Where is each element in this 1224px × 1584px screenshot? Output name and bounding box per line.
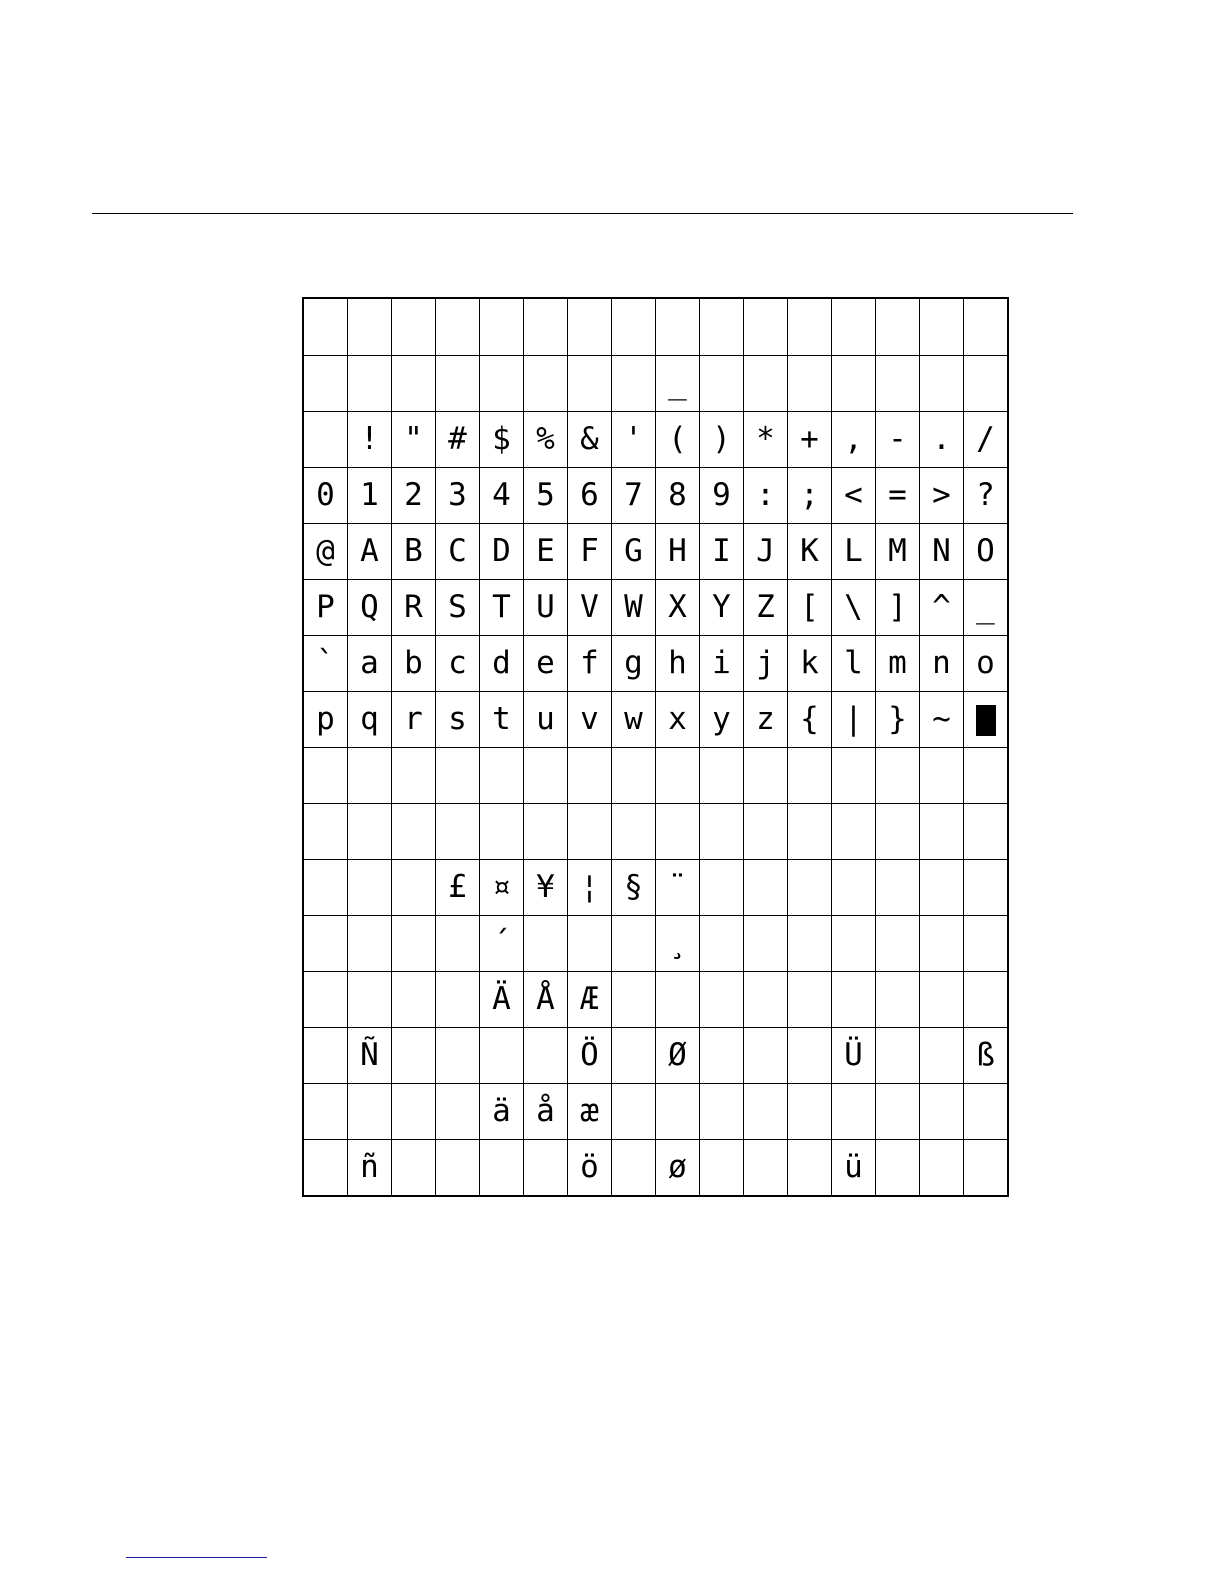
char-cell <box>612 804 656 860</box>
char-cell <box>480 1028 524 1084</box>
char-cell <box>348 972 392 1028</box>
char-cell <box>788 1140 832 1197</box>
char-cell <box>303 412 348 468</box>
char-cell: " <box>392 412 436 468</box>
char-cell <box>920 860 964 916</box>
char-cell <box>832 972 876 1028</box>
char-cell <box>788 804 832 860</box>
char-cell: X <box>656 580 700 636</box>
char-cell: w <box>612 692 656 748</box>
char-cell: [ <box>788 580 832 636</box>
char-cell <box>348 916 392 972</box>
char-cell: R <box>392 580 436 636</box>
char-cell: Z <box>744 580 788 636</box>
char-cell: U <box>524 580 568 636</box>
char-cell <box>788 916 832 972</box>
char-cell <box>303 916 348 972</box>
char-cell <box>876 356 920 412</box>
char-cell <box>303 1028 348 1084</box>
char-cell: f <box>568 636 612 692</box>
char-cell: } <box>876 692 920 748</box>
char-cell: d <box>480 636 524 692</box>
char-cell: ¨ <box>656 860 700 916</box>
char-cell <box>392 860 436 916</box>
char-cell <box>920 1028 964 1084</box>
char-cell <box>656 748 700 804</box>
char-cell <box>480 804 524 860</box>
char-cell: m <box>876 636 920 692</box>
char-cell: ~ <box>920 692 964 748</box>
char-cell: W <box>612 580 656 636</box>
char-cell: 9 <box>700 468 744 524</box>
char-cell <box>700 1140 744 1197</box>
char-cell: ` <box>303 636 348 692</box>
char-cell: ä <box>480 1084 524 1140</box>
char-cell <box>964 1084 1009 1140</box>
char-cell: Å <box>524 972 568 1028</box>
char-cell <box>744 298 788 356</box>
char-cell: C <box>436 524 480 580</box>
char-cell: å <box>524 1084 568 1140</box>
char-cell: Æ <box>568 972 612 1028</box>
char-cell <box>656 298 700 356</box>
char-cell <box>524 1028 568 1084</box>
char-cell: ¥ <box>524 860 568 916</box>
char-cell <box>480 1140 524 1197</box>
char-cell: a <box>348 636 392 692</box>
char-cell: z <box>744 692 788 748</box>
char-cell <box>920 804 964 860</box>
char-cell <box>700 972 744 1028</box>
table-row <box>303 580 1008 636</box>
char-cell: : <box>744 468 788 524</box>
character-set-table <box>302 297 1009 1197</box>
char-cell: / <box>964 412 1009 468</box>
char-cell: ´ <box>480 916 524 972</box>
char-cell <box>876 860 920 916</box>
char-cell: e <box>524 636 568 692</box>
char-cell: 3 <box>436 468 480 524</box>
char-cell <box>392 916 436 972</box>
char-cell <box>303 1084 348 1140</box>
char-cell: # <box>436 412 480 468</box>
char-cell <box>436 356 480 412</box>
table-row <box>303 412 1008 468</box>
char-cell <box>436 804 480 860</box>
char-cell <box>612 1140 656 1197</box>
char-cell <box>348 860 392 916</box>
char-cell <box>568 298 612 356</box>
char-cell <box>788 748 832 804</box>
char-cell <box>700 916 744 972</box>
char-cell <box>392 298 436 356</box>
char-cell <box>920 298 964 356</box>
char-cell: + <box>788 412 832 468</box>
char-cell: > <box>920 468 964 524</box>
char-cell: S <box>436 580 480 636</box>
char-cell: b <box>392 636 436 692</box>
char-cell <box>303 860 348 916</box>
char-cell <box>656 1084 700 1140</box>
char-cell <box>920 1140 964 1197</box>
char-cell <box>612 916 656 972</box>
char-cell: ñ <box>348 1140 392 1197</box>
char-cell: A <box>348 524 392 580</box>
char-cell: P <box>303 580 348 636</box>
char-cell: F <box>568 524 612 580</box>
char-cell <box>744 1084 788 1140</box>
char-cell: 7 <box>612 468 656 524</box>
char-cell <box>524 748 568 804</box>
char-cell: ¸ <box>656 916 700 972</box>
char-cell <box>788 972 832 1028</box>
char-cell: M <box>876 524 920 580</box>
char-cell <box>392 1140 436 1197</box>
char-cell <box>568 916 612 972</box>
char-cell <box>744 860 788 916</box>
char-cell: H <box>656 524 700 580</box>
char-cell <box>348 804 392 860</box>
char-cell <box>436 1028 480 1084</box>
char-cell <box>788 1028 832 1084</box>
char-cell <box>832 748 876 804</box>
char-cell <box>303 298 348 356</box>
char-cell: I <box>700 524 744 580</box>
char-cell <box>964 748 1009 804</box>
char-cell: ß <box>964 1028 1009 1084</box>
char-cell: l <box>832 636 876 692</box>
char-cell: Ö <box>568 1028 612 1084</box>
char-cell: ¦ <box>568 860 612 916</box>
char-cell: & <box>568 412 612 468</box>
table-row <box>303 1140 1008 1197</box>
char-cell <box>700 298 744 356</box>
table-row <box>303 916 1008 972</box>
char-cell <box>964 972 1009 1028</box>
char-cell: ] <box>876 580 920 636</box>
char-cell <box>348 356 392 412</box>
char-cell <box>436 972 480 1028</box>
char-cell <box>612 298 656 356</box>
table-row <box>303 1028 1008 1084</box>
char-cell: % <box>524 412 568 468</box>
char-cell: D <box>480 524 524 580</box>
char-cell <box>876 1140 920 1197</box>
char-cell: V <box>568 580 612 636</box>
char-cell <box>700 1084 744 1140</box>
char-cell: £ <box>436 860 480 916</box>
char-cell: = <box>876 468 920 524</box>
char-cell <box>656 972 700 1028</box>
char-cell: y <box>700 692 744 748</box>
table-row <box>303 692 1008 748</box>
char-cell <box>436 748 480 804</box>
char-cell: k <box>788 636 832 692</box>
char-cell: u <box>524 692 568 748</box>
char-cell <box>436 1140 480 1197</box>
char-cell <box>964 804 1009 860</box>
char-cell <box>964 916 1009 972</box>
char-cell: Ü <box>832 1028 876 1084</box>
char-cell <box>876 748 920 804</box>
char-cell <box>788 356 832 412</box>
table-row <box>303 356 1008 412</box>
char-cell: G <box>612 524 656 580</box>
char-cell <box>744 804 788 860</box>
char-cell: K <box>788 524 832 580</box>
char-cell: , <box>832 412 876 468</box>
table-row <box>303 1084 1008 1140</box>
char-cell <box>436 298 480 356</box>
char-cell: x <box>656 692 700 748</box>
char-cell: ) <box>700 412 744 468</box>
char-cell: 0 <box>303 468 348 524</box>
char-cell <box>876 972 920 1028</box>
char-cell <box>568 804 612 860</box>
char-cell <box>348 298 392 356</box>
char-cell <box>612 972 656 1028</box>
char-cell: E <box>524 524 568 580</box>
solid-block-glyph <box>976 705 996 736</box>
char-cell <box>700 860 744 916</box>
char-cell: n <box>920 636 964 692</box>
char-cell <box>524 356 568 412</box>
char-cell <box>524 298 568 356</box>
char-cell <box>303 356 348 412</box>
char-cell: O <box>964 524 1009 580</box>
char-cell <box>348 748 392 804</box>
char-cell <box>612 1084 656 1140</box>
char-cell: v <box>568 692 612 748</box>
char-cell <box>876 804 920 860</box>
char-cell <box>964 1140 1009 1197</box>
table-row <box>303 748 1008 804</box>
char-cell: r <box>392 692 436 748</box>
char-cell <box>964 298 1009 356</box>
char-cell: ^ <box>920 580 964 636</box>
char-cell: Ä <box>480 972 524 1028</box>
char-cell: B <box>392 524 436 580</box>
char-cell: @ <box>303 524 348 580</box>
char-cell <box>303 972 348 1028</box>
char-cell <box>480 748 524 804</box>
char-cell: Ø <box>656 1028 700 1084</box>
char-cell: T <box>480 580 524 636</box>
char-cell <box>656 804 700 860</box>
header-rule <box>92 213 1073 214</box>
char-cell <box>788 860 832 916</box>
char-cell: 2 <box>392 468 436 524</box>
table-row <box>303 972 1008 1028</box>
char-cell <box>920 916 964 972</box>
char-cell: < <box>832 468 876 524</box>
char-cell <box>744 356 788 412</box>
char-cell: . <box>920 412 964 468</box>
char-cell <box>876 916 920 972</box>
char-cell: 8 <box>656 468 700 524</box>
char-cell: ø <box>656 1140 700 1197</box>
char-cell <box>876 1028 920 1084</box>
char-cell: § <box>612 860 656 916</box>
char-cell <box>700 804 744 860</box>
table-row <box>303 804 1008 860</box>
char-cell <box>392 1028 436 1084</box>
char-cell <box>744 1028 788 1084</box>
char-cell: 5 <box>524 468 568 524</box>
char-cell: ¤ <box>480 860 524 916</box>
table-row <box>303 636 1008 692</box>
char-cell <box>436 1084 480 1140</box>
char-cell <box>524 804 568 860</box>
char-cell <box>568 356 612 412</box>
footer-link-rule <box>126 1557 267 1558</box>
char-cell: i <box>700 636 744 692</box>
char-cell <box>480 356 524 412</box>
char-cell: \ <box>832 580 876 636</box>
char-cell <box>392 1084 436 1140</box>
table-row <box>303 860 1008 916</box>
char-cell <box>744 748 788 804</box>
char-cell <box>744 1140 788 1197</box>
char-cell: c <box>436 636 480 692</box>
char-cell <box>832 804 876 860</box>
char-cell: h <box>656 636 700 692</box>
char-cell: { <box>788 692 832 748</box>
char-cell: N <box>920 524 964 580</box>
char-cell <box>920 356 964 412</box>
char-cell: æ <box>568 1084 612 1140</box>
char-cell <box>832 1084 876 1140</box>
char-cell <box>303 804 348 860</box>
char-cell <box>480 298 524 356</box>
char-cell <box>524 916 568 972</box>
char-cell: Ñ <box>348 1028 392 1084</box>
char-cell: ' <box>612 412 656 468</box>
table-row <box>303 468 1008 524</box>
table-row <box>303 298 1008 356</box>
char-cell <box>392 972 436 1028</box>
char-cell <box>348 1084 392 1140</box>
char-cell: o <box>964 636 1009 692</box>
char-cell: $ <box>480 412 524 468</box>
char-cell: ( <box>656 412 700 468</box>
char-cell <box>700 748 744 804</box>
char-cell: ? <box>964 468 1009 524</box>
char-cell: ; <box>788 468 832 524</box>
char-cell: * <box>744 412 788 468</box>
char-cell: 6 <box>568 468 612 524</box>
char-cell <box>392 804 436 860</box>
char-cell <box>788 1084 832 1140</box>
char-cell: Y <box>700 580 744 636</box>
char-cell <box>876 1084 920 1140</box>
char-cell <box>392 748 436 804</box>
char-cell <box>964 692 1009 748</box>
char-cell: ! <box>348 412 392 468</box>
char-cell <box>568 748 612 804</box>
char-cell: 1 <box>348 468 392 524</box>
char-cell: q <box>348 692 392 748</box>
char-cell <box>436 916 480 972</box>
char-cell: ö <box>568 1140 612 1197</box>
char-cell <box>700 1028 744 1084</box>
char-cell <box>964 860 1009 916</box>
char-cell: - <box>876 412 920 468</box>
char-cell: L <box>832 524 876 580</box>
char-cell: J <box>744 524 788 580</box>
char-cell <box>832 860 876 916</box>
char-cell: Q <box>348 580 392 636</box>
char-cell <box>744 916 788 972</box>
char-cell: p <box>303 692 348 748</box>
char-cell: | <box>832 692 876 748</box>
char-cell <box>832 916 876 972</box>
char-cell: g <box>612 636 656 692</box>
char-cell <box>303 1140 348 1197</box>
char-cell <box>612 356 656 412</box>
char-cell <box>832 356 876 412</box>
char-cell <box>920 1084 964 1140</box>
char-cell <box>524 1140 568 1197</box>
char-cell: t <box>480 692 524 748</box>
char-cell <box>788 298 832 356</box>
char-cell: 4 <box>480 468 524 524</box>
char-cell <box>920 748 964 804</box>
char-cell <box>700 356 744 412</box>
char-cell: ü <box>832 1140 876 1197</box>
table-row <box>303 524 1008 580</box>
char-cell: j <box>744 636 788 692</box>
char-cell <box>303 748 348 804</box>
char-cell: _ <box>656 356 700 412</box>
char-cell <box>832 298 876 356</box>
char-cell <box>612 1028 656 1084</box>
char-cell <box>744 972 788 1028</box>
char-cell <box>392 356 436 412</box>
char-cell: _ <box>964 580 1009 636</box>
char-cell <box>612 748 656 804</box>
char-cell <box>920 972 964 1028</box>
char-cell: s <box>436 692 480 748</box>
char-cell <box>964 356 1009 412</box>
char-cell <box>876 298 920 356</box>
